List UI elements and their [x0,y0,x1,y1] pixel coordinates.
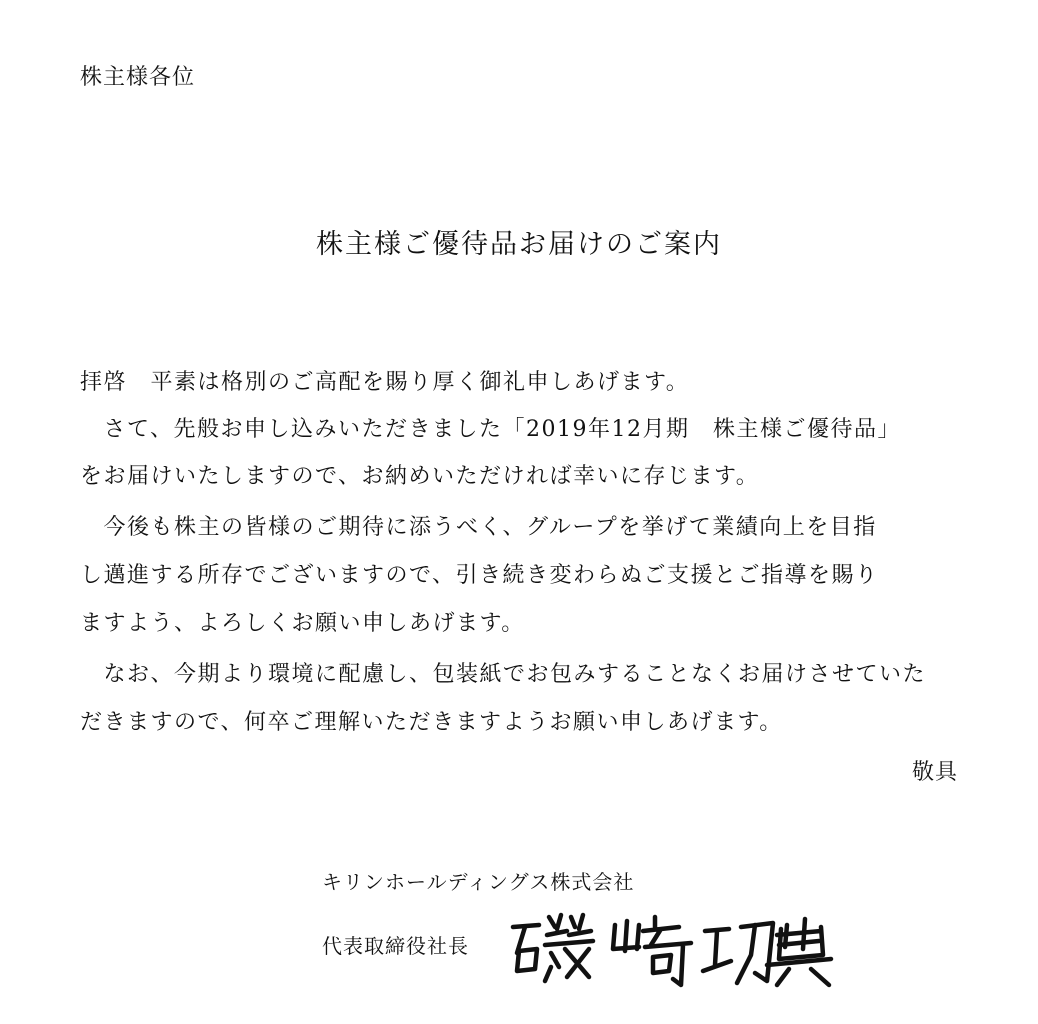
company-name: キリンホールディングス株式会社 [322,870,635,894]
body-line: さて、先般お申し込みいただきました「2019年12月期 株主様ご優待品」 [80,417,902,442]
closing-phrase: 敬具 [911,760,958,785]
body-line: 拝啓 平素は格別のご高配を賜り厚く御礼申しあげます。 [80,370,690,395]
body-line: をお届けいたしますので、お納めいただければ幸いに存じます。 [80,464,760,489]
body-line: だきますので、何卒ご理解いただきますようお願い申しあげます。 [80,710,783,735]
body-line: 今後も株主の皆様のご期待に添うべく、グループを挙げて業績向上を目指 [80,515,877,540]
body-line: ますよう、よろしくお願い申しあげます。 [80,611,525,636]
body-line: なお、今期より環境に配慮し、包装紙でお包みすることなくお届けさせていた [80,662,927,687]
handwritten-signature [505,905,835,990]
addressee: 株主様各位 [80,65,196,90]
body-line: し邁進する所存でございますので、引き続き変わらぬご支援とご指導を賜り [80,563,879,588]
letter-title: 株主様ご優待品お届けのご案内 [316,229,722,260]
signatory-title: 代表取締役社長 [322,934,469,958]
